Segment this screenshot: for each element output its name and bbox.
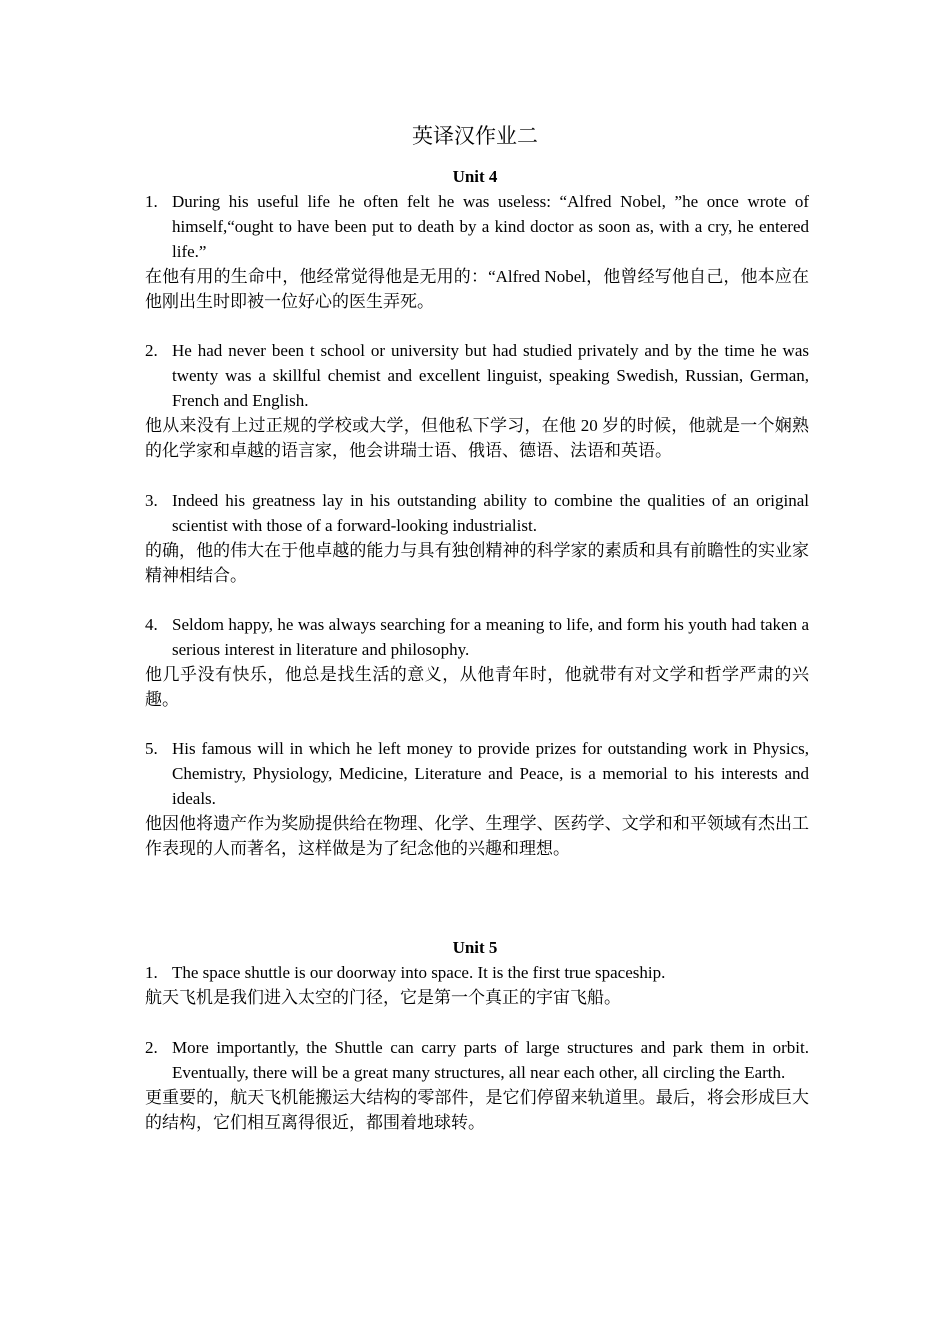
- english-text: More importantly, the Shuttle can carry parts of large structures and park them in orbit. Eventually, there will be a great many structures, all near each other, all circling the Earth.: [172, 1038, 809, 1082]
- english-sentence: [145, 338, 809, 413]
- chinese-translation: 航天飞机是我们进入太空的门径，它是第一个真正的宇宙飞船。: [145, 988, 621, 1007]
- list-item: [145, 736, 809, 861]
- english-sentence: [145, 189, 809, 264]
- item-number: 2.: [145, 1038, 158, 1057]
- english-text: He had never been t school or university but had studied privately and by the time he was twenty was a skillful chemist and excellent linguist, speaking Swedish, Russian, German, French and English.: [172, 341, 809, 410]
- chinese-translation: 他因他将遗产作为奖励提供给在物理、化学、生理学、医药学、文学和和平领域有杰出工作表现的人而著名，这样做是为了纪念他的兴趣和理想。: [145, 814, 809, 858]
- list-item: [145, 488, 809, 588]
- list-item: [145, 960, 809, 1010]
- chinese-translation: 他从来没有上过正规的学校或大学，但他私下学习，在他 20 岁的时候，他就是一个娴熟的化学家和卓越的语言家，他会讲瑞士语、俄语、德语、法语和英语。: [145, 416, 809, 460]
- chinese-translation: 他几乎没有快乐，他总是找生活的意义，从他青年时，他就带有对文学和哲学严肃的兴趣。: [145, 665, 809, 709]
- chinese-translation: 更重要的，航天飞机能搬运大结构的零部件，是它们停留来轨道里。最后，将会形成巨大的结构，它们相互离得很近，都围着地球转。: [145, 1088, 809, 1132]
- list-item: [145, 338, 809, 463]
- english-text: His famous will in which he left money to provide prizes for outstanding work in Physics, Chemistry, Physiology, Medicine, Literature and Peace, is a memorial to his interests and ideals.: [172, 739, 809, 808]
- chinese-translation: 的确，他的伟大在于他卓越的能力与具有独创精神的科学家的素质和具有前瞻性的实业家精神相结合。: [145, 541, 809, 585]
- item-number: 1.: [145, 192, 158, 211]
- list-item: [145, 612, 809, 712]
- item-number: 3.: [145, 491, 158, 510]
- list-item: [145, 1035, 809, 1135]
- english-text: During his useful life he often felt he was useless: “Alfred Nobel, ”he once wrote of himself,“ought to have been put to death by a kind doctor as soon as, with a cry, he entered life.”: [172, 192, 809, 261]
- english-sentence: [145, 960, 809, 985]
- english-text: Indeed his greatness lay in his outstanding ability to combine the qualities of an original scientist with those of a forward-looking industrialist.: [172, 491, 809, 535]
- english-text: Seldom happy, he was always searching for a meaning to life, and form his youth had taken a serious interest in literature and philosophy.: [172, 615, 809, 659]
- item-number: 4.: [145, 615, 158, 634]
- english-sentence: [145, 1035, 809, 1085]
- english-sentence: [145, 612, 809, 662]
- english-sentence: [145, 488, 809, 538]
- english-sentence: [145, 736, 809, 811]
- unit-heading: Unit 5: [452, 938, 498, 957]
- document-title: 英译汉作业二: [412, 124, 538, 148]
- unit-heading: Unit 4: [452, 167, 498, 186]
- item-number: 1.: [145, 963, 158, 982]
- chinese-translation: 在他有用的生命中，他经常觉得他是无用的：“Alfred Nobel，他曾经写他自己，他本应在他刚出生时即被一位好心的医生弄死。: [145, 267, 809, 311]
- item-number: 2.: [145, 341, 158, 360]
- english-text: The space shuttle is our doorway into space. It is the first true spaceship.: [172, 963, 666, 982]
- item-number: 5.: [145, 739, 158, 758]
- list-item: [145, 189, 809, 314]
